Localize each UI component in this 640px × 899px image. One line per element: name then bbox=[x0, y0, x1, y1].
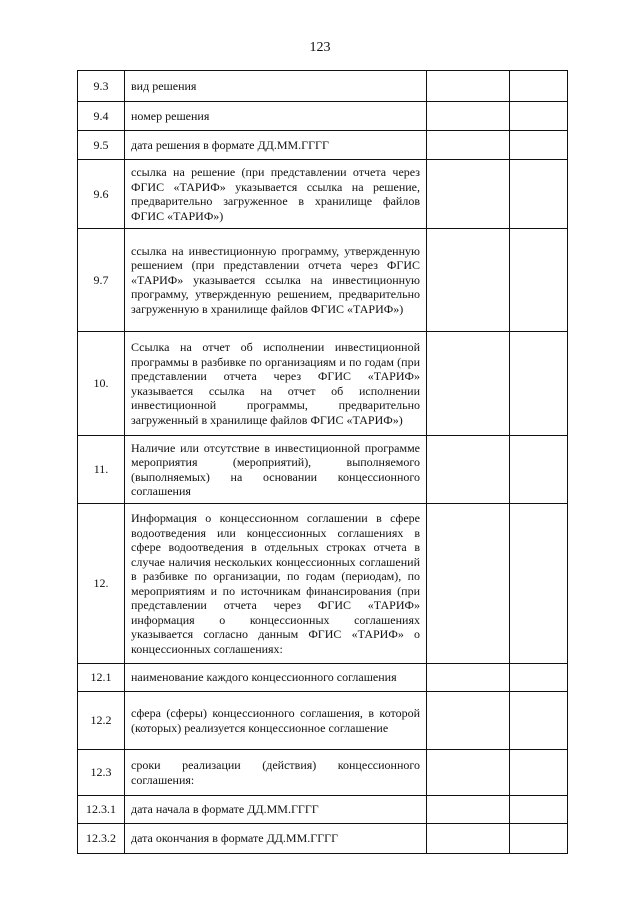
table-row bbox=[78, 131, 568, 160]
row-number: 9.5 bbox=[78, 131, 125, 160]
value-cell[interactable] bbox=[427, 824, 510, 854]
value-cell[interactable] bbox=[510, 71, 568, 102]
row-description: Ссылка на отчет об исполнении инвестиционной программы в разбивке по организациям и по годам (при представлении отчета через ФГИС «ТАРИФ» указывается ссылка на отчет об исполнении инвестиционной программы, предварительно загруженный в хранилище файлов ФГИС «ТАРИФ») bbox=[125, 332, 427, 436]
row-number: 11. bbox=[78, 436, 125, 504]
row-number: 9.4 bbox=[78, 102, 125, 131]
row-description: Информация о концессионном соглашении в сфере водоотведения или концессионных соглашениях в сфере водоотведения в отдельных строках отчета в случае наличия нескольких концессионных соглашений в разбивке по организации, по годам (периодам), по мероприятиям и по источникам финансирования (при представлении отчета через ФГИС «ТАРИФ» информация о концессионных соглашениях указывается согласно данным ФГИС «ТАРИФ» о концессионных соглашениях: bbox=[125, 504, 427, 664]
value-cell[interactable] bbox=[427, 332, 510, 436]
row-number: 12.3 bbox=[78, 750, 125, 796]
row-description: ссылка на инвестиционную программу, утвержденную решением (при представлении отчета через ФГИС «ТАРИФ» указывается ссылка на инвестиционную программу, утвержденную решением, предварительно загруженную в хранилище файлов ФГИС «ТАРИФ») bbox=[125, 229, 427, 332]
value-cell[interactable] bbox=[427, 436, 510, 504]
table-row bbox=[78, 332, 568, 436]
row-description: сфера (сферы) концессионного соглашения, в которой (которых) реализуется концессионное соглашение bbox=[125, 692, 427, 750]
row-number: 12.1 bbox=[78, 664, 125, 692]
value-cell[interactable] bbox=[427, 102, 510, 131]
row-number: 9.3 bbox=[78, 71, 125, 102]
value-cell[interactable] bbox=[427, 71, 510, 102]
table-row bbox=[78, 504, 568, 664]
value-cell[interactable] bbox=[510, 229, 568, 332]
table-row bbox=[78, 229, 568, 332]
value-cell[interactable] bbox=[427, 750, 510, 796]
value-cell[interactable] bbox=[427, 504, 510, 664]
table-row bbox=[78, 160, 568, 229]
row-description: сроки реализации (действия) концессионного соглашения: bbox=[125, 750, 427, 796]
row-number: 9.7 bbox=[78, 229, 125, 332]
value-cell[interactable] bbox=[427, 664, 510, 692]
value-cell[interactable] bbox=[510, 824, 568, 854]
table-row bbox=[78, 750, 568, 796]
report-table bbox=[77, 70, 568, 854]
row-description: номер решения bbox=[125, 102, 427, 131]
value-cell[interactable] bbox=[510, 504, 568, 664]
table-row bbox=[78, 71, 568, 102]
row-number: 9.6 bbox=[78, 160, 125, 229]
row-description: Наличие или отсутствие в инвестиционной программе мероприятия (мероприятий), выполняемого (выполняемых) на основании концессионного соглашения bbox=[125, 436, 427, 504]
row-number: 12. bbox=[78, 504, 125, 664]
table-row bbox=[78, 664, 568, 692]
value-cell[interactable] bbox=[427, 131, 510, 160]
value-cell[interactable] bbox=[510, 160, 568, 229]
row-description: ссылка на решение (при представлении отчета через ФГИС «ТАРИФ» указывается ссылка на решение, предварительно загруженное в хранилище файлов ФГИС «ТАРИФ») bbox=[125, 160, 427, 229]
table-row bbox=[78, 436, 568, 504]
row-number: 12.3.1 bbox=[78, 796, 125, 824]
page-number: 123 bbox=[309, 40, 331, 55]
value-cell[interactable] bbox=[427, 796, 510, 824]
table-row bbox=[78, 102, 568, 131]
row-number: 10. bbox=[78, 332, 125, 436]
value-cell[interactable] bbox=[510, 332, 568, 436]
value-cell[interactable] bbox=[510, 796, 568, 824]
row-number: 12.2 bbox=[78, 692, 125, 750]
value-cell[interactable] bbox=[427, 229, 510, 332]
value-cell[interactable] bbox=[427, 692, 510, 750]
row-description: дата решения в формате ДД.ММ.ГГГГ bbox=[125, 131, 427, 160]
row-description: дата начала в формате ДД.ММ.ГГГГ bbox=[125, 796, 427, 824]
row-description: наименование каждого концессионного соглашения bbox=[125, 664, 427, 692]
row-description: вид решения bbox=[125, 71, 427, 102]
value-cell[interactable] bbox=[510, 692, 568, 750]
table-row bbox=[78, 796, 568, 824]
row-number: 12.3.2 bbox=[78, 824, 125, 854]
value-cell[interactable] bbox=[427, 160, 510, 229]
value-cell[interactable] bbox=[510, 436, 568, 504]
row-description: дата окончания в формате ДД.ММ.ГГГГ bbox=[125, 824, 427, 854]
value-cell[interactable] bbox=[510, 750, 568, 796]
table-row bbox=[78, 692, 568, 750]
value-cell[interactable] bbox=[510, 131, 568, 160]
table-row bbox=[78, 824, 568, 854]
value-cell[interactable] bbox=[510, 664, 568, 692]
value-cell[interactable] bbox=[510, 102, 568, 131]
